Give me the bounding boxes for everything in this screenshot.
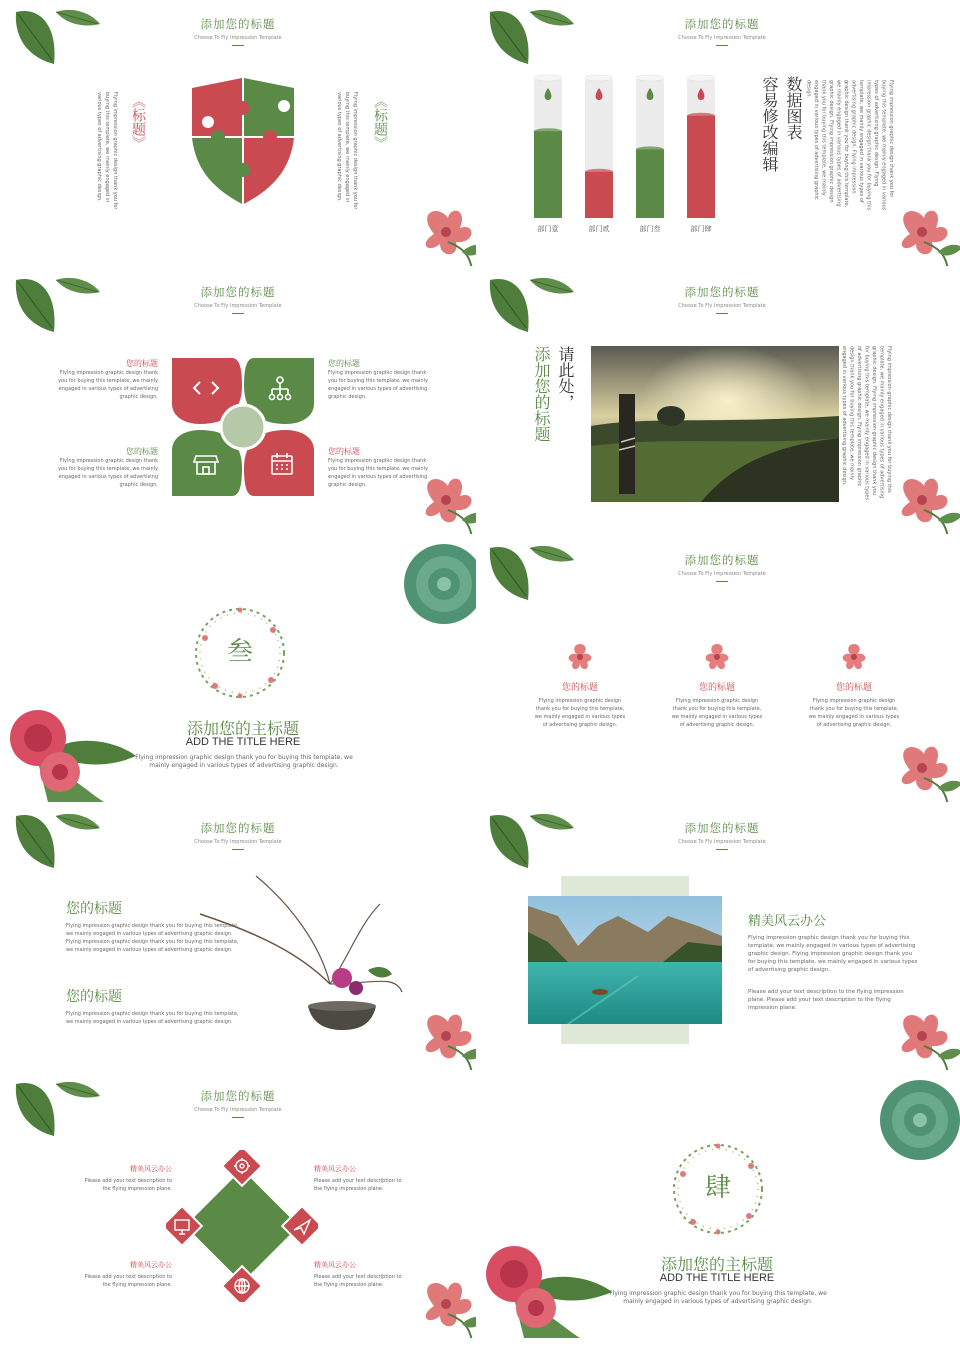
right-text: Flying impression graphic design thank you for buying this template, we mainly engaged in various types of advertising graphic design. [336, 92, 358, 210]
flower-icon [700, 642, 734, 672]
header-underline [232, 313, 244, 314]
flower-decoration [414, 200, 476, 266]
item-text: Flying impression graphic design thank you for buying this template, we mainly engaged in various types of advertising graphic design. [58, 458, 158, 488]
header-subtitle: Choose To Fly Impression Template [194, 303, 282, 309]
chart-paragraph: Flying impression graphic design thank you for buying this template, we mainly engaged in various types of advertising graphic design. Flying impression graphic design thank you for buying this template, we mainly engaged in various types of advertising graphic design. Flying impression graphic design thank you for buying this template, we mainly engaged in various types of advertising graphic design. Flying impression graphic design thank you for buying this template, we mainly engaged in various types of advertising graphic design. [805, 80, 894, 211]
flower-decoration [890, 736, 960, 802]
item-top-left [80, 1164, 172, 1193]
wreath-character: 肆 [704, 1173, 731, 1203]
header-subtitle: Choose To Fly Impression Template [678, 571, 766, 577]
item-bottom-right [328, 446, 430, 489]
item-bottom-left [56, 446, 158, 489]
item-title: 您的标题 [328, 447, 360, 456]
feature-text: Flying impression graphic design thank you for buying this template, we mainly engaged in various types of advertising graphic design. [671, 698, 763, 728]
header-subtitle: Choose To Fly Impression Template [678, 303, 766, 309]
section-paragraph-2: Please add your text description to the flying impression plane. Please add your text description to the flying impression plane. [748, 989, 904, 1011]
flower-decoration [890, 1004, 960, 1070]
slide-8[interactable] [484, 804, 960, 1070]
item-text: Please add your text description to the flying impression plane. [84, 1178, 172, 1192]
item-text: Flying impression graphic design thank you for buying this template, we mainly engaged in various types of advertising graphic design. [328, 458, 428, 488]
succulent-decoration [880, 1080, 960, 1162]
header-title: 添加您的标题 [200, 1089, 276, 1103]
petal-diagram [170, 356, 316, 498]
header-subtitle: Choose To Fly Impression Template [194, 1107, 282, 1113]
slide-header [484, 552, 960, 582]
header-underline [716, 581, 728, 582]
chart-title-line1: 数据图表 [784, 76, 803, 140]
item-title: 精美风云办公 [130, 1165, 172, 1173]
lake-photo [528, 896, 722, 1024]
header-underline [716, 313, 728, 314]
main-title-cn: 添加您的主标题 [186, 719, 299, 738]
item-bottom-right [314, 1260, 406, 1289]
header-title: 添加您的标题 [200, 285, 276, 299]
bar-cap [585, 169, 613, 175]
flower-bouquet-decoration [8, 702, 138, 802]
feature-text: Flying impression graphic design thank you for buying this template, we mainly engaged in various types of advertising graphic design. [534, 698, 626, 728]
item-title: 您的标题 [126, 447, 158, 456]
heading-line1: 请此处， [556, 346, 575, 410]
slide-header [484, 16, 960, 46]
header-subtitle: Choose To Fly Impression Template [194, 839, 282, 845]
feature-text: Flying impression graphic design thank you for buying this template, we mainly engaged in various types of advertising graphic design. [808, 698, 900, 728]
main-title-en: ADD THE TITLE HERE [659, 1272, 775, 1284]
flower-decoration [414, 1272, 476, 1338]
left-text: Flying impression graphic design thank you for buying this template, we mainly engaged in various types of advertising graphic design. [96, 92, 118, 210]
flower-icon [837, 642, 871, 672]
header-title: 添加您的标题 [200, 17, 276, 31]
flower-bouquet-decoration [484, 1238, 614, 1338]
tube-top [687, 75, 715, 81]
slide-header [0, 16, 476, 46]
tube-top [636, 75, 664, 81]
main-title-cn: 添加您的主标题 [660, 1255, 773, 1274]
section-paragraph-1: Flying impression graphic design thank you for buying this template, we mainly engaged in various types of advertising graphic design. Flying impression graphic design thank you for buying this template, we mainly engaged in various types of advertising graphic design. [748, 935, 918, 973]
header-title: 添加您的标题 [684, 553, 760, 567]
tube-top [534, 75, 562, 81]
item-bottom-left [80, 1260, 172, 1289]
item-title: 精美风云办公 [314, 1165, 356, 1173]
section-title: 精美风云办公 [748, 914, 827, 929]
header-underline [232, 849, 244, 850]
feature-title: 您的标题 [698, 683, 735, 693]
feature-title: 您的标题 [835, 683, 872, 693]
header-title: 添加您的标题 [684, 17, 760, 31]
header-underline [232, 45, 244, 46]
header-underline [716, 849, 728, 850]
bar [636, 149, 664, 218]
item-top-left [56, 358, 158, 401]
landscape-photo [591, 346, 839, 502]
wreath-character: 叁 [226, 637, 253, 667]
category-label: 部门壹 [537, 225, 559, 233]
slide-6[interactable] [484, 536, 960, 802]
header-title: 添加您的标题 [684, 285, 760, 299]
tube-bar-chart [524, 70, 724, 240]
bar [534, 131, 562, 218]
slide-9[interactable] [0, 1072, 476, 1338]
feature-title: 您的标题 [561, 683, 598, 693]
item-title: 精美风云办公 [130, 1261, 172, 1269]
slide-3[interactable] [0, 268, 476, 534]
bar-cap [687, 113, 715, 119]
slide-7[interactable] [0, 804, 476, 1070]
feature-item [671, 642, 763, 729]
item-text: Flying impression graphic design thank you for buying this template, we mainly engaged in various types of advertising graphic design. [58, 370, 158, 400]
block-title: 您的标题 [66, 989, 122, 1005]
item-title: 精美风云办公 [314, 1261, 356, 1269]
feature-item [534, 642, 626, 729]
item-title: 您的标题 [328, 359, 360, 368]
category-label: 部门贰 [588, 225, 610, 233]
header-subtitle: Choose To Fly Impression Template [678, 35, 766, 41]
puzzle-shield-icon [186, 76, 298, 206]
item-top-right [314, 1164, 406, 1193]
photo-paragraph: Flying impression graphic design thank you for buying this template, we mainly engaged in various types of advertising graphic design. Flying impression graphic design thank you for buying this template, we mainly engaged in various types of advertising graphic design. Flying impression graphic design thank you for buying this template, we mainly engaged in various types of advertising graphic design. [841, 346, 892, 501]
header-subtitle: Choose To Fly Impression Template [194, 35, 282, 41]
globe-icon [235, 1279, 249, 1293]
slide-header [484, 820, 960, 850]
item-text: Please add your text description to the flying impression plane. [314, 1178, 402, 1192]
flower-decoration [890, 200, 960, 266]
slide-1[interactable] [0, 0, 476, 266]
heading-line2: 添加您的标题 [532, 346, 551, 442]
header-title: 添加您的标题 [200, 821, 276, 835]
slide-5[interactable] [0, 536, 476, 802]
main-description: Flying impression graphic design thank you for buying this template, we mainly engaged in various types of advertising graphic design. [135, 754, 353, 769]
bar [687, 116, 715, 218]
slide-header [0, 284, 476, 314]
succulent-decoration [404, 544, 476, 626]
main-title-en: ADD THE TITLE HERE [185, 736, 301, 748]
header-subtitle: Choose To Fly Impression Template [678, 839, 766, 845]
slide-2[interactable] [484, 0, 960, 266]
tube-top [585, 75, 613, 81]
block-text: Flying impression graphic design thank you for buying this template, we mainly engaged in various types of advertising graphic design. Flying impression graphic design thank you for buying this template, we mainly engaged in various types of advertising graphic design. [66, 923, 239, 953]
slide-header [484, 284, 960, 314]
item-top-right [328, 358, 430, 401]
flower-decoration [414, 1004, 476, 1070]
header-title: 添加您的标题 [684, 821, 760, 835]
category-label: 部门肆 [690, 225, 712, 233]
item-title: 您的标题 [126, 359, 158, 368]
slide-4[interactable] [484, 268, 960, 534]
flower-icon [563, 642, 597, 672]
header-underline [716, 45, 728, 46]
slide-header [0, 820, 476, 850]
category-label: 部门叁 [639, 225, 661, 233]
block-title: 您的标题 [66, 901, 122, 917]
left-label: 《标题》 [130, 94, 146, 150]
feature-item [808, 642, 900, 729]
main-description: Flying impression graphic design thank you for buying this template, we mainly engaged in various types of advertising graphic design. [609, 1290, 827, 1305]
slide-header [0, 1088, 476, 1118]
flower-decoration [890, 468, 960, 534]
block-text: Flying impression graphic design thank you for buying this template, we mainly engaged in various types of advertising graphic design. [66, 1011, 239, 1025]
item-text: Flying impression graphic design thank you for buying this template, we mainly engaged in various types of advertising graphic design. [328, 370, 428, 400]
bar-cap [534, 128, 562, 134]
bar [585, 172, 613, 218]
diamond-diagram [166, 1150, 318, 1302]
item-text: Please add your text description to the flying impression plane. [314, 1274, 402, 1288]
slide-10[interactable] [484, 1072, 960, 1338]
ikebana-illustration [180, 874, 410, 1034]
chart-title-line2: 容易修改编辑 [760, 76, 779, 172]
bar-cap [636, 146, 664, 152]
item-text: Please add your text description to the flying impression plane. [84, 1274, 172, 1288]
header-underline [232, 1117, 244, 1118]
right-label: 《标题》 [372, 94, 388, 150]
